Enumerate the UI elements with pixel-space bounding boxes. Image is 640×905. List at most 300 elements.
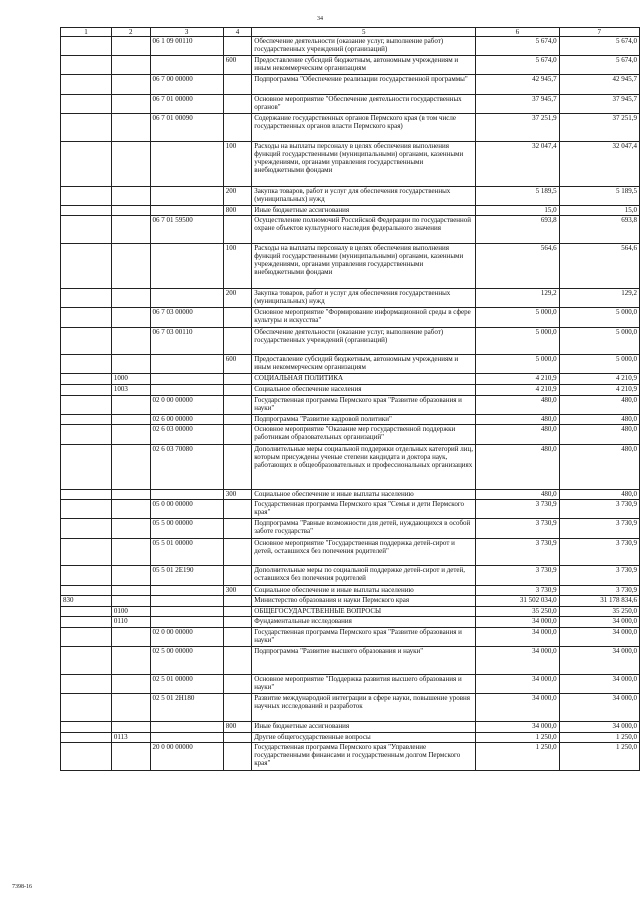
section-code-cell [111,216,150,244]
expense-type-cell [223,617,251,628]
amount-2018-cell: 3 730,9 [559,585,639,596]
table-row [61,94,640,113]
amount-2017-cell: 3 730,9 [476,538,559,566]
table-row [61,385,640,396]
item-name-cell: Иные бюджетные ассигнования [252,205,476,216]
table-row [61,244,640,289]
section-code-cell [111,355,150,374]
expense-type-cell: 300 [223,489,251,500]
target-code-cell [150,374,223,385]
table-header-row [61,28,640,37]
section-code-cell [111,113,150,141]
amount-2017-cell: 3 730,9 [476,500,559,519]
section-code-cell [111,289,150,308]
ministry-code-cell [61,56,112,75]
expense-type-cell [223,444,251,489]
item-name-cell: Иные бюджетные ассигнования [252,721,476,732]
footer-code: 7398-16 [12,884,32,890]
amount-2017-cell: 34 000,0 [476,674,559,693]
amount-2017-cell: 129,2 [476,289,559,308]
ministry-code-cell [61,694,112,722]
table-row [61,327,640,355]
amount-2017-cell: 31 502 034,0 [476,596,559,607]
ministry-code-cell [61,627,112,646]
item-name-cell: Другие общегосударственные вопросы [252,732,476,743]
item-name-cell: ОБЩЕГОСУДАРСТВЕННЫЕ ВОПРОСЫ [252,606,476,617]
item-name-cell: Дополнительные меры социальной поддержки отдельных категорий лиц, которым присуждены ученые степени кандидата и доктора наук, работающих в общеобразовательных и профессиональных организациях [252,444,476,489]
table-row [61,395,640,414]
expense-type-cell [223,374,251,385]
amount-2018-cell: 693,8 [559,216,639,244]
section-code-cell [111,585,150,596]
section-code-cell [111,244,150,289]
target-code-cell: 06 7 03 00000 [150,308,223,327]
amount-2017-cell: 4 210,9 [476,385,559,396]
ministry-code-cell [61,289,112,308]
table-row [61,732,640,743]
section-code-cell [111,566,150,585]
amount-2017-cell: 35 250,0 [476,606,559,617]
target-code-cell: 06 7 01 59500 [150,216,223,244]
expense-type-cell [223,538,251,566]
amount-2018-cell: 5 674,0 [559,37,639,56]
ministry-code-cell [61,414,112,425]
ministry-code-cell [61,674,112,693]
table-row [61,355,640,374]
item-name-cell: Социальное обеспечение и иные выплаты населению [252,585,476,596]
ministry-code-cell [61,186,112,205]
amount-2018-cell: 5 000,0 [559,327,639,355]
target-code-cell: 02 6 03 00000 [150,425,223,444]
section-code-cell [111,327,150,355]
section-code-cell [111,141,150,186]
expense-type-cell [223,606,251,617]
amount-2017-cell: 34 000,0 [476,721,559,732]
item-name-cell: Осуществление полномочий Российской Федерации по государственной охране объектов культурного наследия федерального значения [252,216,476,244]
amount-2017-cell: 1 250,0 [476,732,559,743]
target-code-cell: 02 0 00 00000 [150,627,223,646]
amount-2018-cell: 4 210,9 [559,385,639,396]
ministry-code-cell [61,606,112,617]
item-name-cell: Расходы на выплаты персоналу в целях обеспечения выполнения функций государственными (муниципальными) органами, казенными учреждениями, органами управления государственными внебюджетными фондами [252,141,476,186]
amount-2018-cell: 31 178 834,6 [559,596,639,607]
expense-type-cell [223,596,251,607]
expense-type-cell: 800 [223,721,251,732]
amount-2017-cell: 5 000,0 [476,327,559,355]
target-code-cell: 05 5 01 00000 [150,538,223,566]
amount-2017-cell: 1 250,0 [476,743,559,771]
table-row [61,289,640,308]
section-code-cell [111,489,150,500]
amount-2018-cell: 34 000,0 [559,694,639,722]
item-name-cell: Обеспечение деятельности (оказание услуг, выполнение работ) государственных учреждений (организаций) [252,37,476,56]
amount-2017-cell: 5 674,0 [476,56,559,75]
section-code-cell: 1003 [111,385,150,396]
ministry-code-cell [61,385,112,396]
ministry-code-cell [61,113,112,141]
table-row [61,414,640,425]
target-code-cell [150,596,223,607]
ministry-code-cell [61,538,112,566]
table-row [61,186,640,205]
table-row [61,627,640,646]
header-cell: 5 [252,28,476,37]
ministry-code-cell [61,617,112,628]
section-code-cell [111,205,150,216]
item-name-cell: Государственная программа Пермского края "Развитие образования и науки" [252,395,476,414]
ministry-code-cell [61,743,112,771]
target-code-cell [150,289,223,308]
table-row [61,205,640,216]
expense-type-cell [223,674,251,693]
ministry-code-cell [61,395,112,414]
expense-type-cell [223,694,251,722]
item-name-cell: Государственная программа Пермского края "Развитие образования и науки" [252,627,476,646]
header-cell: 7 [559,28,639,37]
table-row [61,216,640,244]
target-code-cell [150,244,223,289]
item-name-cell: Основное мероприятие "Оказание мер государственной поддержки работникам образовательных организаций" [252,425,476,444]
amount-2017-cell: 3 730,9 [476,519,559,538]
section-code-cell [111,627,150,646]
table-body [61,37,640,771]
target-code-cell [150,186,223,205]
expense-type-cell: 600 [223,355,251,374]
ministry-code-cell [61,585,112,596]
amount-2018-cell: 37 251,9 [559,113,639,141]
item-name-cell: Основное мероприятие "Поддержка развития высшего образования и науки" [252,674,476,693]
amount-2018-cell: 42 945,7 [559,75,639,94]
ministry-code-cell [61,647,112,675]
target-code-cell: 06 7 03 00110 [150,327,223,355]
amount-2017-cell: 480,0 [476,444,559,489]
section-code-cell [111,647,150,675]
ministry-code-cell [61,500,112,519]
header-cell: 3 [150,28,223,37]
amount-2017-cell: 693,8 [476,216,559,244]
item-name-cell: Социальное обеспечение населения [252,385,476,396]
item-name-cell: Подпрограмма "Развитие высшего образования и науки" [252,647,476,675]
item-name-cell: Подпрограмма "Равные возможности для детей, нуждающихся в особой заботе государства" [252,519,476,538]
table-row [61,444,640,489]
item-name-cell: Государственная программа Пермского края "Управление государственными финансами и государственным долгом Пермского края" [252,743,476,771]
table-row [61,694,640,722]
target-code-cell: 06 7 00 00000 [150,75,223,94]
amount-2018-cell: 3 730,9 [559,566,639,585]
amount-2017-cell: 34 000,0 [476,694,559,722]
section-code-cell [111,500,150,519]
ministry-code-cell [61,205,112,216]
amount-2018-cell: 564,6 [559,244,639,289]
target-code-cell: 05 5 00 00000 [150,519,223,538]
expense-type-cell [223,732,251,743]
item-name-cell: Закупка товаров, работ и услуг для обеспечения государственных (муниципальных) нужд [252,289,476,308]
expense-type-cell: 200 [223,186,251,205]
table-row [61,75,640,94]
budget-table [60,27,640,771]
expense-type-cell [223,519,251,538]
table-row [61,606,640,617]
table-row [61,585,640,596]
section-code-cell [111,56,150,75]
section-code-cell: 0113 [111,732,150,743]
amount-2017-cell: 480,0 [476,425,559,444]
target-code-cell: 05 0 00 00000 [150,500,223,519]
target-code-cell [150,205,223,216]
table-row [61,141,640,186]
target-code-cell: 05 5 01 2Е190 [150,566,223,585]
amount-2018-cell: 5 674,0 [559,56,639,75]
amount-2017-cell: 5 674,0 [476,37,559,56]
target-code-cell [150,721,223,732]
section-code-cell [111,414,150,425]
section-code-cell [111,721,150,732]
item-name-cell: Основное мероприятие "Государственная поддержка детей-сирот и детей, оставшихся без попечения родителей" [252,538,476,566]
section-code-cell [111,186,150,205]
amount-2017-cell: 5 000,0 [476,355,559,374]
amount-2018-cell: 1 250,0 [559,732,639,743]
target-code-cell [150,56,223,75]
amount-2017-cell: 3 730,9 [476,585,559,596]
section-code-cell [111,674,150,693]
table-row [61,566,640,585]
target-code-cell: 20 0 00 00000 [150,743,223,771]
section-code-cell [111,444,150,489]
expense-type-cell: 200 [223,289,251,308]
item-name-cell: Дополнительные меры по социальной поддержке детей-сирот и детей, оставшихся без попечения родителей [252,566,476,585]
expense-type-cell [223,327,251,355]
expense-type-cell [223,743,251,771]
item-name-cell: Закупка товаров, работ и услуг для обеспечения государственных (муниципальных) нужд [252,186,476,205]
amount-2018-cell: 32 047,4 [559,141,639,186]
ministry-code-cell [61,244,112,289]
ministry-code-cell [61,216,112,244]
amount-2017-cell: 42 945,7 [476,75,559,94]
expense-type-cell [223,414,251,425]
amount-2018-cell: 37 945,7 [559,94,639,113]
table-row [61,56,640,75]
expense-type-cell [223,627,251,646]
section-code-cell [111,37,150,56]
amount-2017-cell: 5 189,5 [476,186,559,205]
amount-2017-cell: 34 000,0 [476,647,559,675]
ministry-code-cell [61,355,112,374]
table-row [61,674,640,693]
section-code-cell [111,538,150,566]
target-code-cell: 06 7 01 00090 [150,113,223,141]
amount-2017-cell: 4 210,9 [476,374,559,385]
amount-2017-cell: 5 000,0 [476,308,559,327]
table-row [61,617,640,628]
expense-type-cell: 100 [223,244,251,289]
target-code-cell [150,606,223,617]
amount-2018-cell: 5 189,5 [559,186,639,205]
section-code-cell: 0110 [111,617,150,628]
table-row [61,113,640,141]
target-code-cell [150,732,223,743]
ministry-code-cell [61,425,112,444]
amount-2018-cell: 480,0 [559,489,639,500]
expense-type-cell [223,385,251,396]
amount-2017-cell: 564,6 [476,244,559,289]
ministry-code-cell [61,327,112,355]
target-code-cell: 02 5 00 00000 [150,647,223,675]
amount-2017-cell: 480,0 [476,414,559,425]
target-code-cell [150,489,223,500]
ministry-code-cell [61,489,112,500]
ministry-code-cell [61,141,112,186]
section-code-cell: 0100 [111,606,150,617]
amount-2018-cell: 1 250,0 [559,743,639,771]
section-code-cell [111,94,150,113]
amount-2018-cell: 34 000,0 [559,617,639,628]
table-row [61,647,640,675]
ministry-code-cell [61,94,112,113]
ministry-code-cell [61,566,112,585]
amount-2018-cell: 3 730,9 [559,538,639,566]
table-row [61,500,640,519]
table-row [61,425,640,444]
amount-2018-cell: 480,0 [559,425,639,444]
item-name-cell: Основное мероприятие "Обеспечение деятельности государственных органов" [252,94,476,113]
amount-2017-cell: 480,0 [476,489,559,500]
amount-2018-cell: 34 000,0 [559,721,639,732]
expense-type-cell: 300 [223,585,251,596]
table-row [61,519,640,538]
ministry-code-cell [61,75,112,94]
item-name-cell: Подпрограмма "Обеспечение реализации государственной программы" [252,75,476,94]
target-code-cell [150,355,223,374]
amount-2018-cell: 480,0 [559,444,639,489]
section-code-cell [111,308,150,327]
header-cell: 4 [223,28,251,37]
item-name-cell: Расходы на выплаты персоналу в целях обеспечения выполнения функций государственными (муниципальными) органами, казенными учреждениями, органами управления государственными внебюджетными фондами [252,244,476,289]
target-code-cell: 02 0 00 00000 [150,395,223,414]
target-code-cell: 02 5 01 2Н180 [150,694,223,722]
amount-2017-cell: 480,0 [476,395,559,414]
section-code-cell [111,425,150,444]
section-code-cell [111,519,150,538]
page-number: 34 [317,16,323,22]
expense-type-cell: 800 [223,205,251,216]
ministry-code-cell [61,519,112,538]
amount-2018-cell: 4 210,9 [559,374,639,385]
ministry-code-cell [61,732,112,743]
amount-2018-cell: 480,0 [559,414,639,425]
table-row [61,37,640,56]
section-code-cell: 1000 [111,374,150,385]
item-name-cell: Предоставление субсидий бюджетным, автономным учреждениям и иным некоммерческим организациям [252,56,476,75]
table-row [61,374,640,385]
amount-2017-cell: 32 047,4 [476,141,559,186]
amount-2017-cell: 15,0 [476,205,559,216]
item-name-cell: Министерство образования и науки Пермского края [252,596,476,607]
ministry-code-cell [61,444,112,489]
amount-2017-cell: 37 251,9 [476,113,559,141]
item-name-cell: Развитие международной интеграции в сфере науки, повышение уровня научных исследований и разработок [252,694,476,722]
target-code-cell: 02 6 00 00000 [150,414,223,425]
expense-type-cell: 600 [223,56,251,75]
item-name-cell: Содержание государственных органов Пермского края (в том числе государственных органов власти Пермского края) [252,113,476,141]
expense-type-cell [223,647,251,675]
item-name-cell: Фундаментальные исследования [252,617,476,628]
item-name-cell: Подпрограмма "Развитие кадровой политики" [252,414,476,425]
item-name-cell: Государственная программа Пермского края "Семья и дети Пермского края" [252,500,476,519]
amount-2018-cell: 15,0 [559,205,639,216]
table-row [61,721,640,732]
expense-type-cell [223,113,251,141]
table-row [61,596,640,607]
amount-2017-cell: 37 945,7 [476,94,559,113]
target-code-cell: 02 6 03 70080 [150,444,223,489]
amount-2017-cell: 3 730,9 [476,566,559,585]
section-code-cell [111,75,150,94]
expense-type-cell [223,425,251,444]
expense-type-cell [223,500,251,519]
header-cell: 1 [61,28,112,37]
expense-type-cell [223,216,251,244]
section-code-cell [111,395,150,414]
ministry-code-cell: 830 [61,596,112,607]
amount-2018-cell: 34 000,0 [559,647,639,675]
expense-type-cell [223,308,251,327]
amount-2017-cell: 34 000,0 [476,627,559,646]
target-code-cell [150,141,223,186]
item-name-cell: Основное мероприятие "Формирование информационной среды в сфере культуры и искусства" [252,308,476,327]
section-code-cell [111,596,150,607]
ministry-code-cell [61,308,112,327]
section-code-cell [111,694,150,722]
expense-type-cell: 100 [223,141,251,186]
table-row [61,308,640,327]
table-row [61,489,640,500]
amount-2018-cell: 3 730,9 [559,519,639,538]
target-code-cell [150,385,223,396]
header-cell: 2 [111,28,150,37]
item-name-cell: СОЦИАЛЬНАЯ ПОЛИТИКА [252,374,476,385]
table-row [61,538,640,566]
target-code-cell: 06 7 01 00000 [150,94,223,113]
target-code-cell [150,617,223,628]
amount-2018-cell: 34 000,0 [559,627,639,646]
amount-2018-cell: 35 250,0 [559,606,639,617]
ministry-code-cell [61,721,112,732]
target-code-cell: 06 1 09 00110 [150,37,223,56]
section-code-cell [111,743,150,771]
expense-type-cell [223,37,251,56]
expense-type-cell [223,395,251,414]
amount-2017-cell: 34 000,0 [476,617,559,628]
item-name-cell: Социальное обеспечение и иные выплаты населению [252,489,476,500]
table-row [61,743,640,771]
item-name-cell: Обеспечение деятельности (оказание услуг, выполнение работ) государственных учреждений (организаций) [252,327,476,355]
amount-2018-cell: 34 000,0 [559,674,639,693]
ministry-code-cell [61,37,112,56]
amount-2018-cell: 5 000,0 [559,308,639,327]
expense-type-cell [223,566,251,585]
expense-type-cell [223,75,251,94]
target-code-cell: 02 5 01 00000 [150,674,223,693]
header-cell: 6 [476,28,559,37]
target-code-cell [150,585,223,596]
amount-2018-cell: 129,2 [559,289,639,308]
item-name-cell: Предоставление субсидий бюджетным, автономным учреждениям и иным некоммерческим организациям [252,355,476,374]
amount-2018-cell: 480,0 [559,395,639,414]
expense-type-cell [223,94,251,113]
amount-2018-cell: 3 730,9 [559,500,639,519]
ministry-code-cell [61,374,112,385]
amount-2018-cell: 5 000,0 [559,355,639,374]
